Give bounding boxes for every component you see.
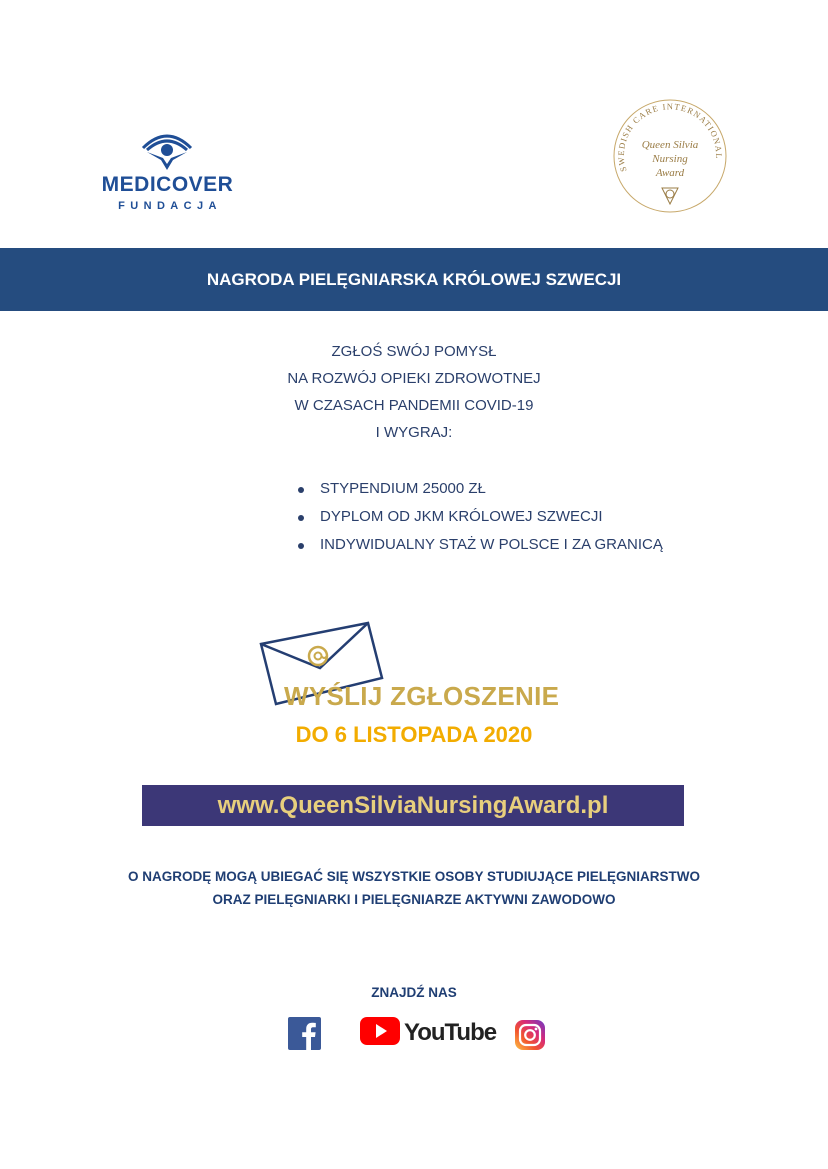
bullet-icon [298, 487, 304, 493]
eligibility-line-1: O NAGRODĘ MOGĄ UBIEGAĆ SIĘ WSZYSTKIE OSOBY STUDIUJĄCE PIELĘGNIARSTWO [127, 869, 701, 884]
seal-line-3: Award [655, 167, 685, 179]
intro-line-4: I WYGRAJ: [375, 424, 453, 441]
intro-line-2: NA ROZWÓJ OPIEKI ZDROWOTNEJ [287, 370, 541, 387]
youtube-icon[interactable] [360, 1016, 497, 1046]
website-link[interactable] [142, 785, 684, 826]
seal-ring-text: SWEDISH CARE INTERNATIONAL [615, 101, 725, 173]
send-submission-label: WYŚLIJ ZGŁOSZENIE [284, 681, 560, 711]
prize-text: DYPLOM OD JKM KRÓLOWEJ SZWECJI [320, 508, 603, 525]
eligibility-line-2: ORAZ PIELĘGNIARKI I PIELĘGNIARZE AKTYWNI ZAWODOWO [212, 892, 616, 907]
seal-line-2: Nursing [652, 153, 688, 165]
intro-line-1: ZGŁOŚ SWÓJ POMYSŁ [331, 343, 497, 360]
intro-line-3: W CZASACH PANDEMII COVID-19 [294, 397, 534, 414]
bullet-icon [298, 515, 304, 521]
deadline-text: DO 6 LISTOPADA 2020 [295, 722, 533, 747]
facebook-icon[interactable] [288, 1017, 321, 1050]
bullet-icon [298, 543, 304, 549]
instagram-icon[interactable] [514, 1019, 546, 1051]
medicover-sub: FUNDACJA [118, 200, 222, 212]
prize-text: STYPENDIUM 25000 ZŁ [320, 480, 486, 497]
medicover-logo [100, 128, 240, 214]
youtube-label: YouTube [404, 1019, 497, 1046]
find-us-heading: ZNAJDŹ NAS [371, 985, 457, 1000]
banner-title: NAGRODA PIELĘGNIARSKA KRÓLOWEJ SZWECJI [206, 269, 622, 289]
seal-line-1: Queen Silvia [641, 139, 699, 151]
medicover-brand: MEDICOVER [101, 173, 234, 196]
website-url[interactable]: www.QueenSilviaNursingAward.pl [217, 791, 609, 819]
seal-icon [610, 96, 730, 216]
prize-text: INDYWIDUALNY STAŻ W POLSCE I ZA GRANICĄ [320, 536, 663, 553]
title-banner [0, 248, 828, 311]
queen-silvia-seal [610, 96, 730, 216]
medicover-mark-icon [137, 128, 197, 172]
